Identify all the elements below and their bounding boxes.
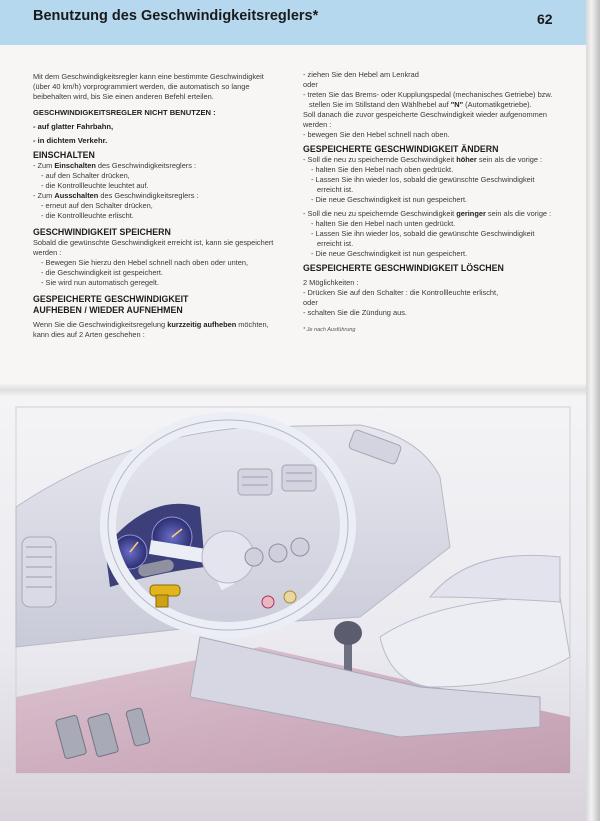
pedal-text: - treten Sie das Brems- oder Kupplungspedal (mechanisches Getriebe) bzw. stellen Sie im Stillstand den Wählhebel auf "N" (Automatikgetriebe).	[303, 90, 553, 109]
lower-item: - Lassen Sie ihn wieder los, sobald die gewünschte Geschwindigkeit erreicht ist.	[311, 229, 535, 248]
higher-item: - Lassen Sie ihn wieder los, sobald die gewünschte Geschwindigkeit erreicht ist.	[311, 175, 535, 194]
switch-on-heading: EINSCHALTEN	[33, 150, 95, 160]
dashboard-illustration	[0, 397, 586, 821]
lower-item: - Die neue Geschwindigkeit ist nun gespeichert.	[311, 249, 468, 258]
higher-item: - Die neue Geschwindigkeit ist nun gespeichert.	[311, 195, 468, 204]
save-item: - Bewegen Sie hierzu den Hebel schnell nach oben oder unten,	[41, 258, 249, 267]
switch-on-item: - Zum Einschalten des Geschwindigkeitsreglers :	[33, 161, 197, 170]
not-use-item: - auf glatter Fahrbahn,	[33, 122, 114, 131]
lower-item: - halten Sie den Hebel nach unten gedrückt.	[311, 219, 456, 228]
save-item: - die Geschwindigkeit ist gespeichert.	[41, 268, 164, 277]
switch-on-subitem: - die Kontrollleuchte leuchtet auf.	[41, 181, 149, 190]
not-use-item: - in dichtem Verkehr.	[33, 136, 108, 145]
left-column	[33, 72, 283, 340]
switch-off-item: - Zum Ausschalten des Geschwindigkeitsreglers :	[33, 191, 199, 200]
change-heading: GESPEICHERTE GESCHWINDIGKEIT ÄNDERN	[303, 144, 499, 154]
cancel-text: Wenn Sie die Geschwindigkeitsregelung kurzzeitig aufheben möchten, kann dies auf 2 Arten geschehen :	[33, 320, 269, 339]
lower-text: - Soll die neu zu speichernde Geschwindigkeit geringer sein als die vorige :	[303, 209, 552, 218]
resume-item: - bewegen Sie den Hebel schnell nach oben.	[303, 130, 450, 139]
right-column	[303, 70, 553, 341]
page-number: 62	[537, 11, 553, 27]
delete-text: 2 Möglichkeiten :	[303, 278, 359, 287]
save-item: - Sie wird nun automatisch geregelt.	[41, 278, 159, 287]
footnote: * Je nach Ausführung	[303, 327, 356, 333]
intro-text: Mit dem Geschwindigkeitsregler kann eine bestimmte Geschwindigkeit (über 40 km/h) vorprogrammiert werden, die automatisch so lange beibehalten wird, bis Sie einen anderen Befehl erteilen.	[33, 72, 264, 101]
or-text: oder	[303, 298, 318, 307]
higher-item: - halten Sie den Hebel nach oben gedrückt.	[311, 165, 454, 174]
delete-heading: GESPEICHERTE GESCHWINDIGKEIT LÖSCHEN	[303, 263, 504, 273]
delete-item: - Drücken Sie auf den Schalter : die Kontrollleuchte erlischt,	[303, 288, 499, 297]
switch-off-subitem: - die Kontrollleuchte erlischt.	[41, 211, 134, 220]
book-gutter	[0, 383, 586, 397]
cancel-heading-line2: AUFHEBEN / WIEDER AUFNEHMEN	[33, 305, 183, 315]
delete-item: - schalten Sie die Zündung aus.	[303, 308, 407, 317]
switch-off-subitem: - erneut auf den Schalter drücken,	[41, 201, 153, 210]
page-header	[0, 0, 586, 45]
higher-text: - Soll die neu zu speichernde Geschwindigkeit höher sein als die vorige :	[303, 155, 543, 164]
save-heading: GESCHWINDIGKEIT SPEICHERN	[33, 227, 171, 237]
page-edge	[586, 0, 600, 821]
resume-text: Soll danach die zuvor gespeicherte Geschwindigkeit wieder aufgenommen werden :	[303, 110, 548, 129]
not-use-heading: GESCHWINDIGKEITSREGLER NICHT BENUTZEN :	[33, 108, 216, 117]
or-text: oder	[303, 80, 318, 89]
switch-on-subitem: - auf den Schalter drücken,	[41, 171, 130, 180]
left-air-vent	[22, 537, 56, 607]
pull-lever-text: - ziehen Sie den Hebel am Lenkrad	[303, 70, 419, 79]
save-text: Sobald die gewünschte Geschwindigkeit erreicht ist, kann sie gespeichert werden :	[33, 238, 274, 257]
cancel-heading: GESPEICHERTE GESCHWINDIGKEIT	[33, 294, 189, 304]
page-title: Benutzung des Geschwindigkeitsreglers*	[33, 8, 319, 24]
